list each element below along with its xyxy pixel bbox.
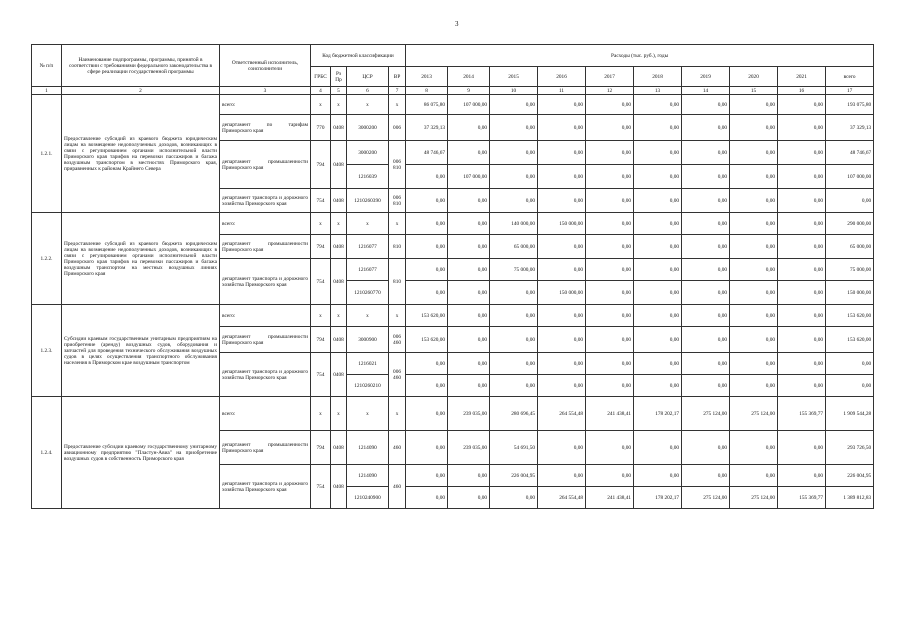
- year-value: 0,00: [406, 259, 448, 281]
- header-no: № п/п: [32, 45, 62, 87]
- year-value: 0,00: [778, 431, 826, 465]
- section-name: Предоставление субсидий из краевого бюджета юридическим лицам на возмещение недополученных доходов, возникающих в связи с регулированием органами исполнительной власти Приморского края тарифов на перевозки пассажиров и багажа воздушным транспортом на местных воздушных линиях Приморского края: [62, 213, 220, 305]
- vr-code: 006: [389, 115, 406, 141]
- executor: департамент промышленности Приморского края: [220, 141, 311, 189]
- executor: департамент по тарифам Приморского края: [220, 115, 311, 141]
- header-vr: ВР: [389, 67, 406, 87]
- year-value: 0,00: [490, 95, 538, 115]
- column-index: 3: [220, 87, 311, 95]
- year-value: 0,00: [406, 213, 448, 235]
- year-value: 0,00: [406, 165, 448, 189]
- executor: всего:: [220, 213, 311, 235]
- year-value: 0,00: [538, 141, 586, 165]
- csr-code: 1216077: [347, 259, 389, 281]
- csr-code: 1210240900: [347, 487, 389, 509]
- total-value: 107 000,00: [826, 165, 874, 189]
- total-value: 75 000,00: [826, 259, 874, 281]
- section-number: 1.2.3.: [32, 305, 62, 397]
- year-value: 0,00: [778, 165, 826, 189]
- executor: департамент транспорта и дорожного хозяйства Приморского края: [220, 189, 311, 213]
- csr-code: х: [347, 95, 389, 115]
- vr-code: х: [389, 305, 406, 327]
- year-value: 0,00: [634, 431, 682, 465]
- csr-code: 3000200: [347, 115, 389, 141]
- year-value: 0,00: [778, 213, 826, 235]
- vr-code: х: [389, 213, 406, 235]
- year-value: 0,00: [682, 353, 730, 375]
- column-index: 4: [311, 87, 331, 95]
- year-value: 0,00: [406, 375, 448, 397]
- csr-code: 1210260770: [347, 281, 389, 305]
- column-index: 2: [62, 87, 220, 95]
- year-value: 86 075,80: [406, 95, 448, 115]
- year-value: 0,00: [406, 189, 448, 213]
- year-value: 0,00: [448, 259, 490, 281]
- year-value: 0,00: [730, 141, 778, 165]
- year-value: 107 000,00: [448, 95, 490, 115]
- year-value: 0,00: [406, 465, 448, 487]
- year-value: 0,00: [538, 165, 586, 189]
- csr-code: х: [347, 305, 389, 327]
- section-name: Субсидии краевым государственным унитарным предприятиям на приобретение (аренду) воздушных судов, оборудования и запчастей для проведения технического обслуживания воздушных судов в целях осуществления транспортного обслуживания населения в Приморском крае воздушным транспортом: [62, 305, 220, 397]
- csr-code: 1214090: [347, 431, 389, 465]
- year-value: 0,00: [538, 235, 586, 259]
- year-value: 0,00: [586, 327, 634, 353]
- year-value: 0,00: [490, 305, 538, 327]
- column-index: 7: [389, 87, 406, 95]
- vr-code: 006 460: [389, 327, 406, 353]
- page-number: 3: [455, 20, 459, 28]
- rzpr-code: 0408: [331, 189, 347, 213]
- year-value: 226 004,95: [490, 465, 538, 487]
- table-row: [32, 305, 874, 327]
- csr-code: 3000900: [347, 327, 389, 353]
- header-executor: Ответственный исполнитель, соисполнители: [220, 45, 311, 87]
- year-value: 0,00: [490, 281, 538, 305]
- csr-code: 1214090: [347, 465, 389, 487]
- total-value: 153 620,00: [826, 327, 874, 353]
- executor: департамент транспорта и дорожного хозяйства Приморского края: [220, 465, 311, 509]
- year-value: 0,00: [730, 259, 778, 281]
- year-value: 0,00: [682, 235, 730, 259]
- year-value: 155 369,77: [778, 397, 826, 431]
- grbs-code: х: [311, 213, 331, 235]
- year-value: 0,00: [682, 141, 730, 165]
- year-value: 0,00: [634, 353, 682, 375]
- year-value: 0,00: [634, 95, 682, 115]
- year-value: 0,00: [490, 327, 538, 353]
- vr-code: 460: [389, 465, 406, 509]
- year-value: 0,00: [406, 235, 448, 259]
- year-value: 0,00: [448, 141, 490, 165]
- column-index: 9: [448, 87, 490, 95]
- grbs-code: 754: [311, 189, 331, 213]
- year-value: 0,00: [730, 353, 778, 375]
- year-value: 0,00: [778, 375, 826, 397]
- year-value: 0,00: [778, 259, 826, 281]
- total-value: 37 329,13: [826, 115, 874, 141]
- section-name: Предоставление субсидий из краевого бюджета юридическим лицам на возмещение недополученных доходов, возникающих в связи с регулированием органами исполнительной власти Приморского края тарифов на перевозки пассажиров и багажа воздушным транспортом в местностях Приморского края, приравненных к районам Крайнего Севера: [62, 95, 220, 213]
- year-value: 0,00: [448, 327, 490, 353]
- year-value: 0,00: [682, 115, 730, 141]
- year-value: 150 000,00: [538, 281, 586, 305]
- year-value: 0,00: [682, 281, 730, 305]
- table-row: [32, 213, 874, 235]
- year-value: 239 035,00: [448, 397, 490, 431]
- year-value: 0,00: [730, 189, 778, 213]
- year-value: 264 554,48: [538, 487, 586, 509]
- vr-code: 006 460: [389, 353, 406, 397]
- year-value: 0,00: [586, 95, 634, 115]
- vr-code: 460: [389, 431, 406, 465]
- year-value: 0,00: [490, 165, 538, 189]
- year-value: 0,00: [538, 259, 586, 281]
- year-value: 241 438,41: [586, 397, 634, 431]
- year-value: 0,00: [778, 465, 826, 487]
- year-value: 153 620,00: [406, 327, 448, 353]
- year-value: 0,00: [730, 165, 778, 189]
- header-total: всего: [826, 67, 874, 87]
- year-value: 0,00: [634, 305, 682, 327]
- year-value: 0,00: [448, 189, 490, 213]
- year-value: 0,00: [730, 465, 778, 487]
- table-row: [32, 95, 874, 115]
- year-value: 0,00: [586, 235, 634, 259]
- executor: департамент промышленности Приморского края: [220, 327, 311, 353]
- rzpr-code: 0408: [331, 431, 347, 465]
- column-index: 6: [347, 87, 389, 95]
- year-value: 178 202,17: [634, 397, 682, 431]
- grbs-code: 794: [311, 431, 331, 465]
- section-number: 1.2.1.: [32, 95, 62, 213]
- total-value: 0,00: [826, 375, 874, 397]
- header-year: 2013: [406, 67, 448, 87]
- header-year: 2019: [682, 67, 730, 87]
- year-value: 0,00: [538, 431, 586, 465]
- year-value: 65 000,00: [490, 235, 538, 259]
- year-value: 0,00: [586, 259, 634, 281]
- column-index: 14: [682, 87, 730, 95]
- year-value: 0,00: [682, 375, 730, 397]
- rzpr-code: х: [331, 213, 347, 235]
- year-value: 0,00: [586, 305, 634, 327]
- year-value: 0,00: [490, 375, 538, 397]
- total-value: 0,00: [826, 189, 874, 213]
- column-index: 15: [730, 87, 778, 95]
- year-value: 264 554,48: [538, 397, 586, 431]
- year-value: 275 124,00: [682, 397, 730, 431]
- year-value: 0,00: [448, 213, 490, 235]
- year-value: 0,00: [730, 305, 778, 327]
- year-value: 155 369,77: [778, 487, 826, 509]
- year-value: 0,00: [586, 213, 634, 235]
- year-value: 239 035,00: [448, 431, 490, 465]
- year-value: 0,00: [406, 353, 448, 375]
- year-value: 140 000,00: [490, 213, 538, 235]
- rzpr-code: 0408: [331, 235, 347, 259]
- rzpr-code: 0408: [331, 465, 347, 509]
- grbs-code: 794: [311, 327, 331, 353]
- year-value: 0,00: [730, 213, 778, 235]
- year-value: 0,00: [490, 189, 538, 213]
- year-value: 0,00: [778, 141, 826, 165]
- vr-code: х: [389, 397, 406, 431]
- rzpr-code: 0408: [331, 115, 347, 141]
- year-value: 0,00: [538, 189, 586, 213]
- grbs-code: 754: [311, 465, 331, 509]
- header-expenses: Расходы (тыс. руб.), годы: [406, 45, 874, 67]
- year-value: 0,00: [538, 305, 586, 327]
- year-value: 0,00: [490, 487, 538, 509]
- expenses-table: [31, 44, 874, 509]
- year-value: 0,00: [730, 235, 778, 259]
- year-value: 0,00: [778, 281, 826, 305]
- year-value: 275 124,00: [682, 487, 730, 509]
- year-value: 37 329,13: [406, 115, 448, 141]
- header-year: 2020: [730, 67, 778, 87]
- year-value: 0,00: [406, 431, 448, 465]
- csr-code: 1216039: [347, 165, 389, 189]
- year-value: 153 620,00: [406, 305, 448, 327]
- year-value: 0,00: [448, 375, 490, 397]
- header-year: 2016: [538, 67, 586, 87]
- year-value: 0,00: [448, 305, 490, 327]
- year-value: 0,00: [586, 115, 634, 141]
- year-value: 54 691,50: [490, 431, 538, 465]
- column-index: 8: [406, 87, 448, 95]
- year-value: 0,00: [634, 165, 682, 189]
- year-value: 0,00: [778, 353, 826, 375]
- year-value: 0,00: [586, 353, 634, 375]
- year-value: 0,00: [730, 375, 778, 397]
- header-year: 2021: [778, 67, 826, 87]
- year-value: 0,00: [730, 281, 778, 305]
- column-index: 1: [32, 87, 62, 95]
- rzpr-code: х: [331, 95, 347, 115]
- year-value: 0,00: [586, 281, 634, 305]
- header-year: 2018: [634, 67, 682, 87]
- total-value: 153 620,00: [826, 305, 874, 327]
- header-name: Наименование подпрограммы, программы, принятой в соответствии с требованиями федерального законодательства в сфере реализации государственной программы: [62, 45, 220, 87]
- grbs-code: 794: [311, 141, 331, 189]
- year-value: 0,00: [634, 281, 682, 305]
- total-value: 1 909 544,28: [826, 397, 874, 431]
- section-name: Предоставление субсидии краевому государственному унитарному авиационному предприятию "Пластун-Авиа" на приобретение воздушных судов в собственность Приморского края: [62, 397, 220, 509]
- csr-code: 1210260210: [347, 375, 389, 397]
- year-value: 0,00: [538, 375, 586, 397]
- year-value: 280 696,45: [490, 397, 538, 431]
- column-index: 16: [778, 87, 826, 95]
- year-value: 0,00: [538, 353, 586, 375]
- year-value: 0,00: [490, 115, 538, 141]
- rzpr-code: 0408: [331, 327, 347, 353]
- header-rzpr: Рз Пр: [331, 67, 347, 87]
- year-value: 0,00: [634, 465, 682, 487]
- grbs-code: х: [311, 305, 331, 327]
- year-value: 0,00: [586, 141, 634, 165]
- executor: департамент транспорта и дорожного хозяйства Приморского края: [220, 353, 311, 397]
- rzpr-code: 0408: [331, 259, 347, 305]
- total-value: 290 000,00: [826, 213, 874, 235]
- year-value: 0,00: [634, 189, 682, 213]
- total-value: 226 004,95: [826, 465, 874, 487]
- year-value: 0,00: [448, 487, 490, 509]
- year-value: 0,00: [730, 431, 778, 465]
- year-value: 0,00: [778, 327, 826, 353]
- column-index: 12: [586, 87, 634, 95]
- year-value: 0,00: [406, 397, 448, 431]
- total-value: 1 389 812,83: [826, 487, 874, 509]
- column-index: 13: [634, 87, 682, 95]
- vr-code: 810: [389, 235, 406, 259]
- year-value: 0,00: [586, 431, 634, 465]
- year-value: 0,00: [448, 353, 490, 375]
- year-value: 0,00: [586, 375, 634, 397]
- section-number: 1.2.2.: [32, 213, 62, 305]
- vr-code: 006 810: [389, 189, 406, 213]
- year-value: 0,00: [634, 141, 682, 165]
- year-value: 0,00: [490, 353, 538, 375]
- total-value: 193 075,80: [826, 95, 874, 115]
- year-value: 0,00: [778, 235, 826, 259]
- year-value: 275 124,00: [730, 487, 778, 509]
- year-value: 0,00: [634, 213, 682, 235]
- rzpr-code: 0408: [331, 141, 347, 189]
- header-year: 2015: [490, 67, 538, 87]
- total-value: 48 746,67: [826, 141, 874, 165]
- total-value: 65 000,00: [826, 235, 874, 259]
- grbs-code: 794: [311, 235, 331, 259]
- total-value: 0,00: [826, 353, 874, 375]
- rzpr-code: х: [331, 397, 347, 431]
- csr-code: 1216021: [347, 353, 389, 375]
- header-year: 2017: [586, 67, 634, 87]
- total-value: 150 000,00: [826, 281, 874, 305]
- year-value: 75 000,00: [490, 259, 538, 281]
- executor: всего:: [220, 305, 311, 327]
- table-row: [32, 397, 874, 431]
- grbs-code: 754: [311, 259, 331, 305]
- vr-code: х: [389, 95, 406, 115]
- year-value: 0,00: [634, 259, 682, 281]
- year-value: 0,00: [682, 305, 730, 327]
- year-value: 0,00: [682, 431, 730, 465]
- year-value: 0,00: [730, 327, 778, 353]
- column-index: 10: [490, 87, 538, 95]
- column-index: 17: [826, 87, 874, 95]
- year-value: 0,00: [586, 465, 634, 487]
- csr-code: х: [347, 397, 389, 431]
- column-index: 5: [331, 87, 347, 95]
- year-value: 0,00: [490, 141, 538, 165]
- year-value: 0,00: [538, 465, 586, 487]
- header-grbs: ГРБС: [311, 67, 331, 87]
- total-value: 293 726,50: [826, 431, 874, 465]
- year-value: 0,00: [586, 165, 634, 189]
- year-value: 178 202,17: [634, 487, 682, 509]
- year-value: 0,00: [778, 95, 826, 115]
- year-value: 0,00: [634, 235, 682, 259]
- year-value: 0,00: [406, 487, 448, 509]
- year-value: 0,00: [778, 115, 826, 141]
- vr-code: 006 810: [389, 141, 406, 189]
- year-value: 0,00: [778, 189, 826, 213]
- year-value: 0,00: [682, 189, 730, 213]
- grbs-code: х: [311, 397, 331, 431]
- executor: департамент промышленности Приморского края: [220, 235, 311, 259]
- year-value: 0,00: [538, 95, 586, 115]
- year-value: 150 000,00: [538, 213, 586, 235]
- year-value: 0,00: [682, 95, 730, 115]
- csr-code: 3000200: [347, 141, 389, 165]
- rzpr-code: 0408: [331, 353, 347, 397]
- section-number: 1.2.4.: [32, 397, 62, 509]
- year-value: 241 438,41: [586, 487, 634, 509]
- year-value: 0,00: [682, 165, 730, 189]
- executor: всего:: [220, 95, 311, 115]
- year-value: 0,00: [634, 327, 682, 353]
- rzpr-code: х: [331, 305, 347, 327]
- year-value: 0,00: [682, 213, 730, 235]
- grbs-code: х: [311, 95, 331, 115]
- year-value: 0,00: [538, 115, 586, 141]
- year-value: 0,00: [406, 281, 448, 305]
- year-value: 0,00: [730, 95, 778, 115]
- csr-code: 1216077: [347, 235, 389, 259]
- year-value: 48 746,67: [406, 141, 448, 165]
- year-value: 0,00: [448, 281, 490, 305]
- grbs-code: 754: [311, 353, 331, 397]
- executor: департамент транспорта и дорожного хозяйства Приморского края: [220, 259, 311, 305]
- column-index: 11: [538, 87, 586, 95]
- year-value: 0,00: [634, 115, 682, 141]
- year-value: 275 124,00: [730, 397, 778, 431]
- year-value: 0,00: [778, 305, 826, 327]
- header-kbk: Код бюджетной классификации: [311, 45, 406, 67]
- executor: департамент промышленности Приморского края: [220, 431, 311, 465]
- year-value: 0,00: [448, 465, 490, 487]
- header-year: 2014: [448, 67, 490, 87]
- year-value: 0,00: [682, 327, 730, 353]
- executor: всего:: [220, 397, 311, 431]
- year-value: 0,00: [634, 375, 682, 397]
- year-value: 0,00: [448, 115, 490, 141]
- csr-code: 1210260390: [347, 189, 389, 213]
- header-csr: ЦСР: [347, 67, 389, 87]
- year-value: 0,00: [538, 327, 586, 353]
- grbs-code: 770: [311, 115, 331, 141]
- year-value: 0,00: [586, 189, 634, 213]
- year-value: 0,00: [682, 259, 730, 281]
- year-value: 0,00: [730, 115, 778, 141]
- year-value: 107 000,00: [448, 165, 490, 189]
- vr-code: 810: [389, 259, 406, 305]
- csr-code: х: [347, 213, 389, 235]
- year-value: 0,00: [682, 465, 730, 487]
- year-value: 0,00: [448, 235, 490, 259]
